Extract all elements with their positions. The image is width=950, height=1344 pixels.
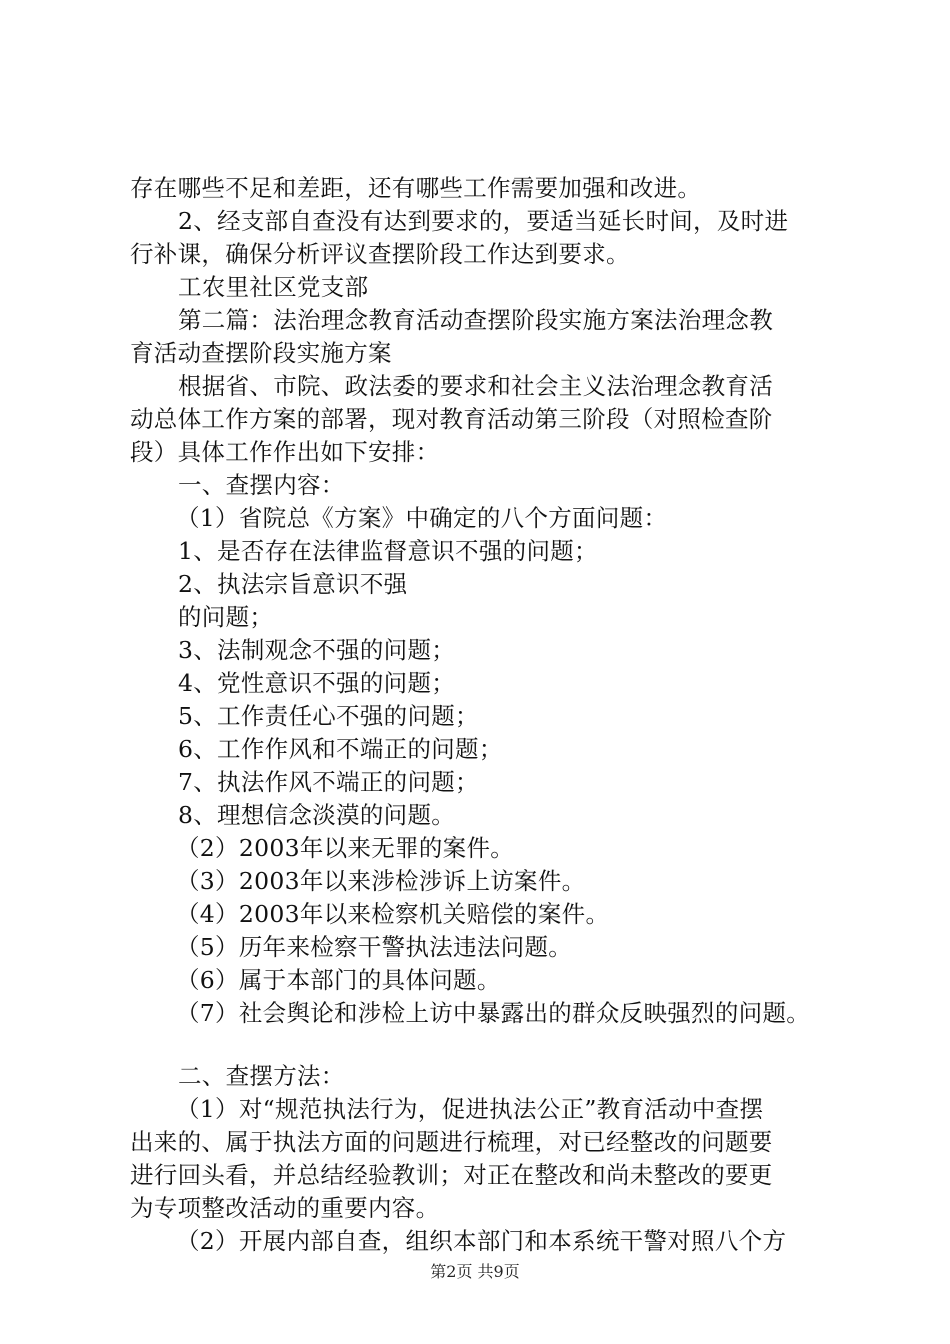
list-item: 6、工作作风和不端正的问题； [178,735,503,763]
list-item: 3、法制观念不强的问题； [178,636,456,664]
text-line: 为专项整改活动的重要内容。 [130,1194,440,1222]
list-item: 7、执法作风不端正的问题； [178,768,479,796]
list-item: 8、理想信念淡漠的问题。 [178,801,456,829]
list-item: （2）2003年以来无罪的案件。 [176,834,515,862]
text-line: （2）开展内部自查，组织本部门和本系统干警对照八个方 [176,1227,787,1255]
text-line: 动总体工作方案的部署，现对教育活动第三阶段（对照检查阶 [130,405,773,433]
list-item: 的问题； [178,603,274,631]
text-line: 段）具体工作作出如下安排： [130,438,440,466]
text-line: 出来的、属于执法方面的问题进行梳理，对已经整改的问题要 [130,1128,773,1156]
list-item: 2、执法宗旨意识不强 [178,570,408,598]
section-heading: 二、查摆方法： [178,1062,345,1090]
list-item: （3）2003年以来涉检涉诉上访案件。 [176,867,586,895]
list-item: （4）2003年以来检察机关赔偿的案件。 [176,900,610,928]
text-line: （1）省院总《方案》中确定的八个方面问题： [176,504,668,532]
text-line: （1）对“规范执法行为，促进执法公正”教育活动中查摆 [176,1095,764,1123]
text-line: 2、经支部自查没有达到要求的，要适当延长时间，及时进 [178,207,789,235]
text-line: 工农里社区党支部 [178,273,369,301]
list-item: （5）历年来检察干警执法违法问题。 [176,933,573,961]
list-item: 1、是否存在法律监督意识不强的问题； [178,537,598,565]
text-line: 行补课，确保分析评议查摆阶段工作达到要求。 [130,240,630,268]
text-line: 第二篇：法治理念教育活动查摆阶段实施方案法治理念教 [178,306,773,334]
section-heading: 一、查摆内容： [178,471,345,499]
list-item: 5、工作责任心不强的问题； [178,702,479,730]
page-number-footer: 第2页 共9页 [430,1262,520,1281]
text-line: 根据省、市院、政法委的要求和社会主义法治理念教育活 [178,372,773,400]
text-line: 存在哪些不足和差距，还有哪些工作需要加强和改进。 [130,174,702,202]
text-line: 育活动查摆阶段实施方案 [130,339,392,367]
list-item: （6）属于本部门的具体问题。 [176,966,501,994]
list-item: 4、党性意识不强的问题； [178,669,456,697]
list-item: （7）社会舆论和涉检上访中暴露出的群众反映强烈的问题。 [176,999,811,1027]
text-line: 进行回头看，并总结经验教训；对正在整改和尚未整改的要更 [130,1161,773,1189]
